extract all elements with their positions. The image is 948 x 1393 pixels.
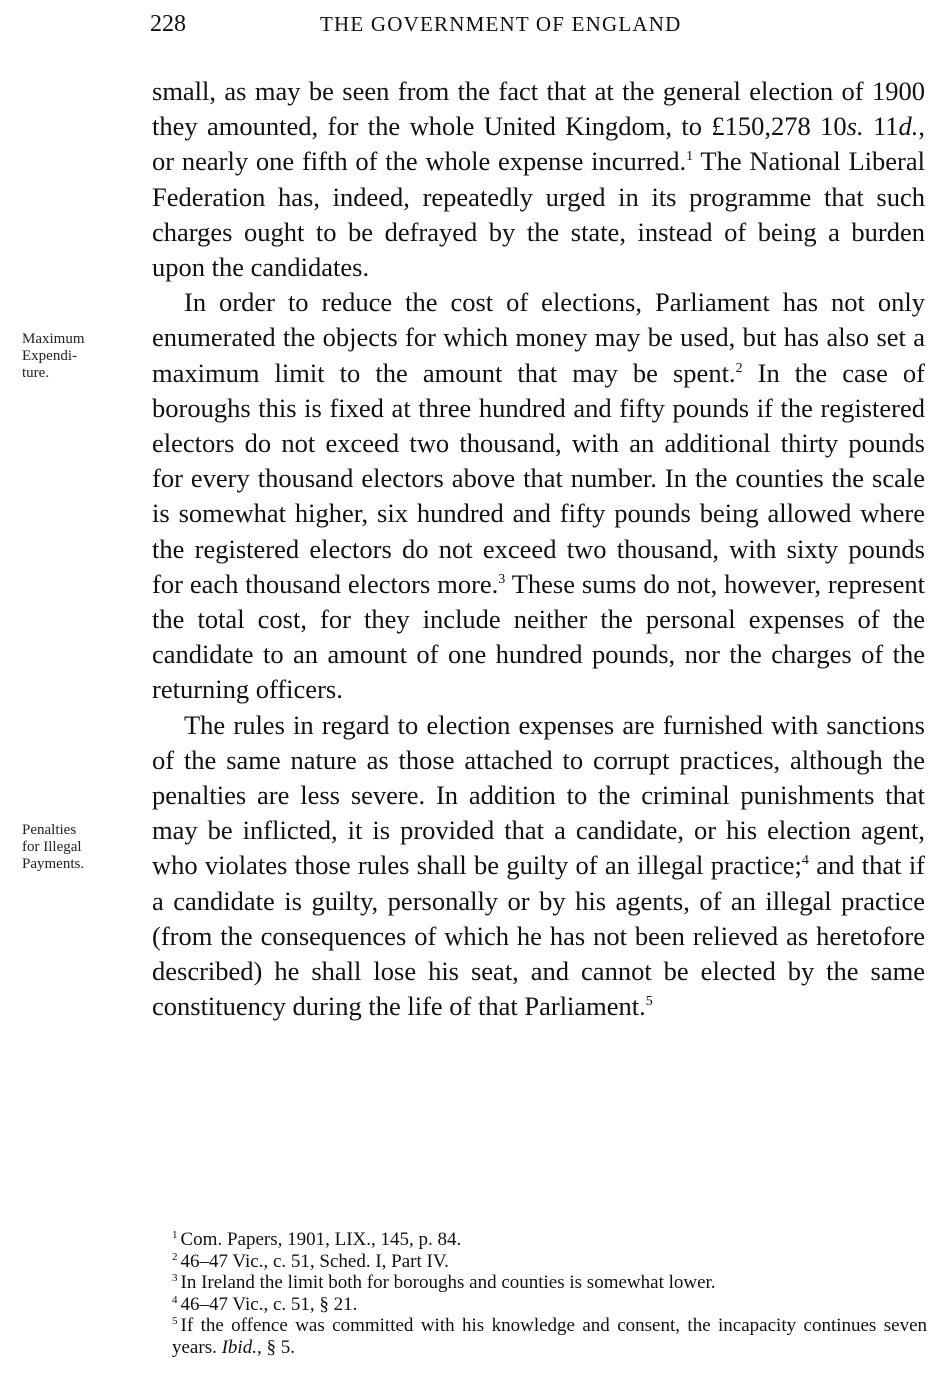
body-text bbox=[152, 74, 925, 1024]
paragraph-penalties bbox=[152, 708, 925, 1025]
text-run: and that if a candidate is guilty, personally or by his agents, of an illegal practice (from the consequences of which he has not been relieved as heretofore described) he shall lose his seat, and cannot be elected by the same constituency during the life of that Parliament. bbox=[152, 850, 926, 1022]
footnote-2 bbox=[152, 1251, 927, 1273]
text-run: The National Liberal Federation has, indeed, repeatedly urged in its programme that such charges ought to be defrayed by the state, instead of being a burden upon the candidates. bbox=[152, 146, 925, 283]
footnote-number: 4 bbox=[172, 1293, 178, 1306]
paragraph-continued bbox=[152, 74, 925, 285]
text-run: small, as may be seen from the fact that at the general election of 1900 they amounted, for the whole United Kingdom, to £150,278 10 bbox=[152, 76, 925, 142]
shillings-abbrev: s. bbox=[846, 111, 864, 142]
footnote-ref[interactable]: 1 bbox=[686, 149, 694, 165]
running-title: THE GOVERNMENT OF ENGLAND bbox=[320, 12, 682, 36]
page-number: 228 bbox=[150, 11, 186, 37]
paragraph-maximum-expenditure bbox=[152, 285, 925, 707]
ibid-citation: Ibid. bbox=[221, 1336, 257, 1358]
sidenote-line: ture. bbox=[22, 365, 50, 381]
footnote-number: 2 bbox=[172, 1250, 178, 1263]
sidenote-line: Expendi- bbox=[22, 348, 77, 364]
footnote-ref[interactable]: 4 bbox=[801, 853, 809, 869]
text-run: These sums do not, however, represent the total cost, for they include neither the personal expenses of the candidate to an amount of one hundred pounds, nor the charges of the returning officers. bbox=[152, 568, 925, 705]
footnote-text: , § 5. bbox=[256, 1336, 295, 1358]
text-run: , or nearly one fifth of the whole expense incurred. bbox=[152, 111, 925, 177]
footnote-ref[interactable]: 2 bbox=[735, 360, 743, 376]
footnote-5 bbox=[152, 1315, 927, 1358]
footnote-text: 46–47 Vic., c. 51, § 21. bbox=[180, 1293, 358, 1315]
footnote-3 bbox=[152, 1272, 927, 1294]
sidenote-line: Penalties bbox=[22, 822, 77, 838]
footnote-number: 3 bbox=[172, 1272, 178, 1284]
sidenote-maximum-expenditure bbox=[22, 331, 132, 382]
footnote-text: In Ireland the limit both for boroughs and counties is somewhat lower. bbox=[180, 1272, 716, 1293]
sidenote-line: Maximum bbox=[22, 331, 85, 347]
footnote-ref[interactable]: 3 bbox=[498, 571, 506, 587]
pence-abbrev: d. bbox=[898, 111, 919, 142]
footnote-ref[interactable]: 5 bbox=[645, 994, 653, 1010]
sidenote-line: Payments. bbox=[22, 856, 85, 872]
text-run: The rules in regard to election expenses are furnished with sanctions of the same nature as those attached to corrupt practices, although the penalties are less severe. In addition to the criminal punishments that may be inflicted, it is provided that a candidate, or his election agent, who violates those rules shall be guilty of an illegal practice; bbox=[152, 709, 925, 881]
footnote-4 bbox=[152, 1294, 927, 1316]
footnotes bbox=[152, 1229, 927, 1358]
footnote-text: Com. Papers, 1901, LIX., 145, p. 84. bbox=[180, 1229, 462, 1250]
footnote-number: 5 bbox=[172, 1315, 178, 1327]
footnote-text: 46–47 Vic., c. 51, Sched. I, Part IV. bbox=[180, 1250, 449, 1272]
text-run: In order to reduce the cost of elections, Parliament has not only enumerated the objects for which money may be used, but has also set a maximum limit to the amount that may be spent. bbox=[152, 287, 925, 388]
running-head bbox=[150, 8, 925, 40]
footnote-number: 1 bbox=[172, 1229, 178, 1241]
text-run: 11 bbox=[863, 111, 899, 142]
sidenote-penalties bbox=[22, 822, 132, 873]
footnote-text: If the offence was committed with his knowledge and consent, the incapacity continues seven years. bbox=[172, 1315, 927, 1358]
text-run: In the case of boroughs this is fixed at three hundred and fifty pounds if the registered electors do not exceed two thousand, with an additional thirty pounds for every thousand electors above that number. In the counties the scale is somewhat higher, six hundred and fifty pounds being allowed where the registered electors do not exceed two thousand, with sixty pounds for each thousand electors more. bbox=[152, 357, 925, 599]
footnote-1 bbox=[152, 1229, 927, 1251]
sidenote-line: for Illegal bbox=[22, 839, 82, 855]
